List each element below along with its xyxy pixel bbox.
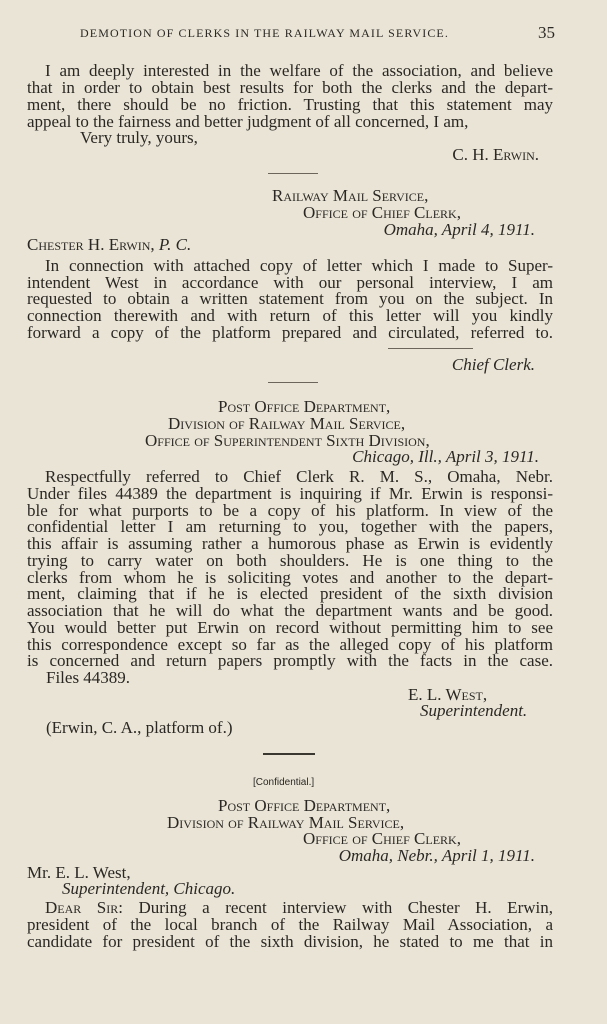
letterhead-line: Office of Chief Clerk, [303,829,461,848]
body-line: ment, claiming that if he is elected president of the sixth division [27,584,553,603]
addressee-title: P. C. [158,235,192,254]
file-reference: Files 44389. [46,668,131,687]
separator-rule [268,173,318,174]
body-line: appeal to the fairness and better judgment of all concerned, I am, [27,112,469,131]
running-header [80,23,555,42]
letterhead-line: Post Office Department, [218,796,391,815]
letter-date: Omaha, April 4, 1911. [383,220,535,239]
signature-line [388,348,473,349]
body-line: this correspondence except so far as the alleged copy of his platform [27,635,553,654]
letterhead-line: Post Office Department, [218,397,391,416]
confidential-label: [Confidential.] [253,777,315,788]
body-text: During a recent interview with Chester H. Erwin, [138,898,553,917]
filing-note: (Erwin, C. A., platform of.) [46,718,233,737]
signature: Chief Clerk. [451,355,535,374]
body-line: ble for what purports to be a copy of his platform. In view of the [27,501,553,520]
body-line: ment, there should be no friction. Trusting that this statement may [27,95,553,114]
body-line: confidential letter I am returning to you, together with the papers, [27,517,553,536]
body-line: Respectfully referred to Chief Clerk R. M. S., Omaha, Nebr. [45,467,553,486]
body-line: requested to obtain a written statement from you on the subject. In [27,289,553,308]
salutation: Dear Sir: [45,898,123,917]
signature: C. H. Erwin. [452,145,539,164]
body-line: forward a copy of the platform prepared and circulated, referred to. [27,323,553,342]
letter-date: Chicago, Ill., April 3, 1911. [352,447,539,466]
separator-rule [263,753,315,755]
body-line: connection therewith and with return of this letter will you kindly [27,306,553,325]
signature: E. L. West, [408,685,488,704]
body-line: intendent West in accordance with our personal interview, I am [27,273,553,292]
header-title: DEMOTION OF CLERKS IN THE RAILWAY MAIL SERVICE. [80,26,449,40]
separator-rule [268,382,318,383]
addressee-name: Chester H. Erwin, [27,235,155,254]
body-line: this affair is assuming rather a humorous phase as Erwin is evidently [27,534,553,553]
letterhead-line: Division of Railway Mail Service, [167,813,405,832]
letter-date: Omaha, Nebr., April 1, 1911. [338,846,535,865]
body-line: clerks from whom he is soliciting votes and another to the depart- [27,568,553,587]
letterhead-line: Office of Chief Clerk, [303,203,461,222]
body-line: that in order to obtain best results for both the clerks and the depart- [27,78,553,97]
page-number: 35 [538,23,555,42]
body-line: Under files 44389 the department is inquiring if Mr. Erwin is responsi- [27,484,553,503]
addressee-title: Superintendent, Chicago. [62,879,236,898]
addressee [27,236,191,254]
body-line: I am deeply interested in the welfare of the association, and believe [45,61,553,80]
body-line: president of the local branch of the Railway Mail Association, a [27,915,553,934]
body-line: is concerned and return papers promptly with the facts in the case. [27,651,553,670]
signature-title: Superintendent. [420,701,528,720]
body-line: association that he will do what the department wants and be good. [27,601,553,620]
body-line: candidate for president of the sixth division, he stated to me that in [27,932,553,951]
letterhead-line: Division of Railway Mail Service, [168,414,406,433]
closing: Very truly, yours, [80,128,198,147]
body-line: You would better put Erwin on record without permitting him to see [27,618,553,637]
letterhead-line: Office of Superintendent Sixth Division, [145,431,430,450]
addressee: Mr. E. L. West, [27,863,131,882]
body-line: In connection with attached copy of letter which I made to Super- [45,256,553,275]
letterhead-line: Railway Mail Service, [272,186,429,205]
body-line: trying to carry water on both shoulders. He is one thing to the [27,551,553,570]
